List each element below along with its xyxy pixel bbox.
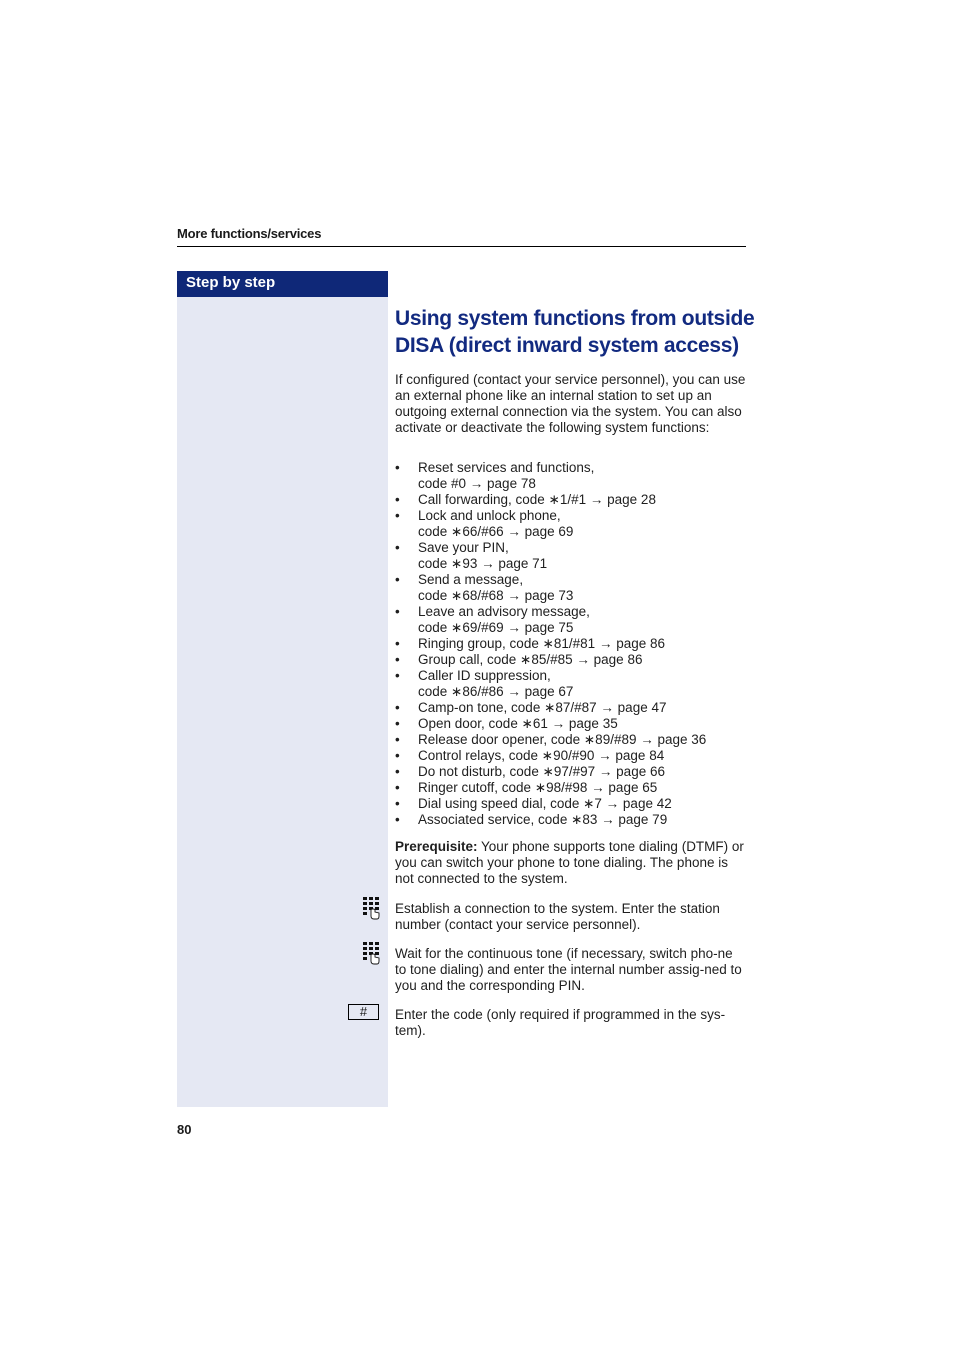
list-item xyxy=(395,668,747,700)
list-item-text: Group call, code ∗85/#85 → page 86 xyxy=(418,652,643,667)
bullet-dot: • xyxy=(395,668,400,683)
list-item-text: Control relays, code ∗90/#90 → page 84 xyxy=(418,748,665,763)
list-item xyxy=(395,508,747,540)
prerequisite-label: Prerequisite: xyxy=(395,839,478,854)
list-item-text: Caller ID suppression, xyxy=(418,668,551,683)
bullet-dot: • xyxy=(395,604,400,619)
list-item xyxy=(395,764,747,780)
list-item xyxy=(395,700,747,716)
list-item-text: Associated service, code ∗83 → page 79 xyxy=(418,812,668,827)
bullet-dot: • xyxy=(395,492,400,507)
list-item-text: Camp-on tone, code ∗87/#87 → page 47 xyxy=(418,700,667,715)
list-item-text: Dial using speed dial, code ∗7 → page 42 xyxy=(418,796,672,811)
list-item-code: code #0 → page 78 xyxy=(418,476,536,491)
list-item-code: code ∗86/#86 → page 67 xyxy=(418,684,574,699)
bullet-dot: • xyxy=(395,460,400,475)
list-item-text: Leave an advisory message, xyxy=(418,604,590,619)
list-item xyxy=(395,748,747,764)
keypad-icon xyxy=(361,896,381,920)
list-item-text: Ringing group, code ∗81/#81 → page 86 xyxy=(418,636,665,651)
bullet-dot: • xyxy=(395,636,400,651)
list-item xyxy=(395,604,747,636)
list-item xyxy=(395,636,747,652)
bullet-dot: • xyxy=(395,748,400,763)
list-item xyxy=(395,716,747,732)
heading-line-1: Using system functions from outside xyxy=(395,307,755,330)
list-item-code: code ∗66/#66 → page 69 xyxy=(418,524,574,539)
section-title: More functions/services xyxy=(177,226,322,241)
sidebar-title: Step by step xyxy=(177,271,388,297)
bullet-dot: • xyxy=(395,780,400,795)
list-item xyxy=(395,652,747,668)
header-divider xyxy=(177,246,746,247)
list-item-text: Save your PIN, xyxy=(418,540,509,555)
bullet-dot: • xyxy=(395,716,400,731)
page-number: 80 xyxy=(177,1122,192,1137)
bullet-dot: • xyxy=(395,508,400,523)
heading-line-2: DISA (direct inward system access) xyxy=(395,334,739,357)
keypad-icon xyxy=(361,941,381,965)
list-item xyxy=(395,812,747,828)
step-establish-connection: Establish a connection to the system. Enter the station number (contact your service personnel). xyxy=(395,901,720,932)
bullet-dot: • xyxy=(395,540,400,555)
list-item-code: code ∗93 → page 71 xyxy=(418,556,548,571)
step-sidebar xyxy=(177,271,388,1107)
bullet-dot: • xyxy=(395,732,400,747)
list-item-text: Open door, code ∗61 → page 35 xyxy=(418,716,618,731)
step-enter-pin: Wait for the continuous tone (if necessary, switch pho-ne to tone dialing) and enter the internal number assig-ned to you and the corresponding PIN. xyxy=(395,946,742,993)
bullet-dot: • xyxy=(395,812,400,827)
function-list xyxy=(395,460,747,828)
bullet-dot: • xyxy=(395,700,400,715)
intro-paragraph: If configured (contact your service personnel), you can use an external phone like an internal station to set up an outgoing external connection via the system. You can also activate or deactivate the following system functions: xyxy=(395,372,746,435)
list-item xyxy=(395,732,747,748)
list-item xyxy=(395,492,747,508)
bullet-dot: • xyxy=(395,764,400,779)
list-item-code: code ∗69/#69 → page 75 xyxy=(418,620,574,635)
page-heading xyxy=(395,305,755,359)
list-item-text: Release door opener, code ∗89/#89 → page 36 xyxy=(418,732,707,747)
list-item-code: code ∗68/#68 → page 73 xyxy=(418,588,574,603)
list-item-text: Do not disturb, code ∗97/#97 → page 66 xyxy=(418,764,665,779)
list-item-text: Reset services and functions, xyxy=(418,460,595,475)
list-item xyxy=(395,540,747,572)
list-item xyxy=(395,780,747,796)
list-item xyxy=(395,796,747,812)
list-item xyxy=(395,460,747,492)
list-item-text: Lock and unlock phone, xyxy=(418,508,561,523)
bullet-dot: • xyxy=(395,652,400,667)
list-item xyxy=(395,572,747,604)
bullet-dot: • xyxy=(395,572,400,587)
bullet-dot: • xyxy=(395,796,400,811)
list-item-text: Call forwarding, code ∗1/#1 → page 28 xyxy=(418,492,656,507)
list-item-text: Send a message, xyxy=(418,572,524,587)
prerequisite-paragraph xyxy=(395,839,747,887)
list-item-text: Ringer cutoff, code ∗98/#98 → page 65 xyxy=(418,780,658,795)
hash-key-icon: # xyxy=(348,1004,379,1020)
step-enter-code: Enter the code (only required if programmed in the sys-tem). xyxy=(395,1007,726,1038)
prerequisite-text: Your phone supports tone dialing (DTMF) or you can switch your phone to tone dialing. The phone is not connected to the system. xyxy=(395,839,744,886)
